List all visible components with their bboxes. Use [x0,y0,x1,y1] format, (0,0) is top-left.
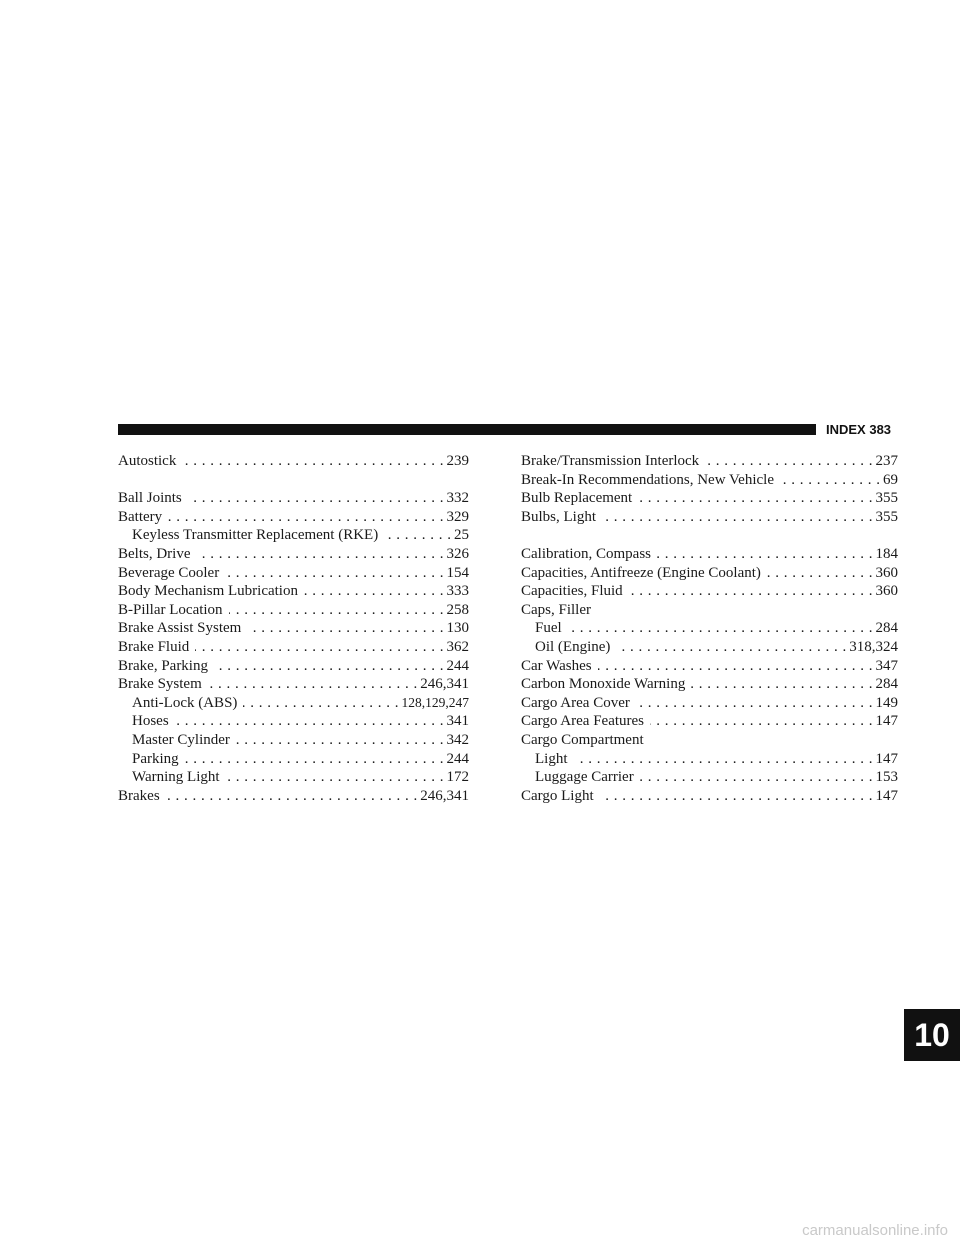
index-entry[interactable] [521,564,898,583]
page-reference[interactable]: 172 [446,769,469,786]
index-subentry[interactable] [521,638,898,657]
dot-leader [226,768,444,787]
page-header: INDEX 383 [826,422,892,437]
index-entry[interactable] [521,657,898,676]
dot-leader [185,750,444,769]
index-entry[interactable] [521,694,898,713]
index-term: Cargo Area Features [521,713,645,730]
index-entry[interactable] [118,508,469,527]
dot-leader [188,489,444,508]
page-reference[interactable]: 318,324 [849,638,898,655]
index-term: Body Mechanism Lubrication [118,583,298,600]
page-reference[interactable]: 184 [875,545,898,562]
index-entry[interactable] [118,787,469,806]
index-subentry[interactable] [118,768,469,787]
dot-leader [767,564,873,583]
dot-leader [574,750,873,769]
index-term: Brake Fluid [118,638,190,655]
index-term: Warning Light [132,769,220,786]
header-rule [118,424,816,435]
index-subentry[interactable] [521,768,898,787]
index-term: Bulbs, Light [521,508,597,525]
index-entry[interactable] [521,675,898,694]
page-reference[interactable]: 25 [454,527,469,544]
page-reference[interactable]: 326 [446,545,469,562]
index-term: Autostick [118,453,177,469]
index-entry[interactable] [521,601,898,620]
dot-leader [638,489,872,508]
index-term: Cargo Area Cover [521,694,630,711]
index-subentry[interactable] [118,731,469,750]
dot-leader [600,787,873,806]
dot-leader [657,545,873,564]
index-subentry[interactable] [521,750,898,769]
page-reference[interactable]: 258 [446,601,469,618]
index-term: Anti-Lock (ABS) [132,694,238,711]
index-entry[interactable] [521,471,898,490]
page-reference[interactable]: 153 [875,769,898,786]
index-term: Hoses [132,713,169,730]
index-term: Brake, Parking [118,657,208,674]
page-reference[interactable]: 341 [446,713,469,730]
index-term: Brake Assist System [118,620,242,637]
dot-leader [602,508,872,527]
page-reference[interactable]: 329 [446,508,469,525]
index-term: Capacities, Antifreeze (Engine Coolant) [521,564,761,581]
chapter-tab[interactable]: 10 [904,1009,960,1061]
index-entry[interactable] [521,545,898,564]
index-term: Cargo Light [521,787,594,804]
index-entry[interactable] [521,582,898,601]
index-term: Battery [118,508,163,525]
index-entry[interactable] [118,601,469,620]
dot-leader [629,582,873,601]
index-entry[interactable] [521,508,898,527]
page-reference[interactable]: 355 [875,490,898,507]
page-reference[interactable]: 147 [875,787,898,804]
index-term: Caps, Filler [521,601,591,618]
dot-leader [304,582,444,601]
page-reference[interactable]: 360 [875,583,898,600]
page-reference[interactable]: 239 [446,453,469,469]
index-entry[interactable] [118,619,469,638]
index-subentry[interactable] [521,619,898,638]
dot-leader [168,508,443,527]
dot-leader [197,545,444,564]
page-reference[interactable]: 246,341 [420,676,469,693]
index-entry[interactable] [118,582,469,601]
index-term: Car Washes [521,657,592,674]
index-entry[interactable] [521,489,898,508]
page-reference[interactable]: 332 [446,490,469,507]
dot-leader [691,675,872,694]
page-reference[interactable]: 360 [875,564,898,581]
index-entry[interactable] [118,545,469,564]
index-entry[interactable] [521,452,898,471]
dot-leader [182,452,443,471]
index-subentry[interactable] [118,526,469,545]
index-term: B-Pillar Location [118,601,223,618]
page-reference[interactable]: 362 [446,638,469,655]
page-reference[interactable]: 147 [875,750,898,767]
page-reference[interactable]: 284 [875,620,898,637]
dot-leader [616,638,846,657]
page-reference[interactable]: 237 [875,453,898,469]
dot-leader [195,638,443,657]
index-column-left [118,452,469,805]
page-reference[interactable]: 149 [875,694,898,711]
index-subentry[interactable] [118,750,469,769]
index-term: Keyless Transmitter Replacement (RKE) [132,527,379,544]
dot-leader [780,471,880,490]
index-term: Brakes [118,787,160,804]
index-term: Carbon Monoxide Warning [521,676,686,693]
page-reference[interactable]: 355 [875,508,898,525]
index-entry[interactable] [118,638,469,657]
index-term: Parking [132,750,179,767]
page-reference[interactable]: 128,129,247 [401,694,469,710]
index-column-right [521,452,898,805]
dot-leader [636,694,873,713]
index-term: Bulb Replacement [521,490,633,507]
page-reference[interactable]: 154 [446,564,469,581]
index-entry[interactable] [118,564,469,583]
index-term: Capacities, Fluid [521,583,623,600]
page-reference[interactable]: 347 [875,657,898,674]
index-term: Brake/Transmission Interlock [521,453,700,469]
page-reference[interactable]: 147 [875,713,898,730]
dot-leader [650,712,872,731]
index-term: Luggage Carrier [535,769,634,786]
index-term: Cargo Compartment [521,731,644,748]
dot-leader [568,619,873,638]
page-reference[interactable]: 246,341 [420,787,469,804]
page-reference[interactable]: 244 [446,657,469,674]
page-reference[interactable]: 342 [446,731,469,748]
page-reference[interactable]: 333 [446,583,469,600]
index-entry[interactable] [118,452,469,471]
watermark-text: carmanualsonline.info [802,1222,948,1239]
index-entry[interactable] [521,787,898,806]
index-term: Master Cylinder [132,731,230,748]
index-term: Fuel [535,620,562,637]
dot-leader [225,564,443,583]
index-term: Belts, Drive [118,545,191,562]
dot-leader [208,675,418,694]
dot-leader [229,601,444,620]
dot-leader [236,731,444,750]
index-entry[interactable] [118,657,469,676]
index-subentry[interactable] [118,712,469,731]
dot-leader [640,768,873,787]
page-reference[interactable]: 130 [446,620,469,637]
dot-leader [247,619,443,638]
dot-leader [243,694,398,713]
index-entry[interactable] [521,712,898,731]
page-reference[interactable]: 244 [446,750,469,767]
dot-leader [384,526,451,545]
index-term: Beverage Cooler [118,564,220,581]
dot-leader [598,657,873,676]
dot-leader [705,452,872,471]
page-reference[interactable]: 69 [883,471,898,488]
index-term: Light [535,750,568,767]
index-entry[interactable] [118,675,469,694]
dot-leader [166,787,418,806]
index-term: Break-In Recommendations, New Vehicle [521,471,774,488]
dot-leader [175,712,444,731]
index-subentry[interactable] [118,694,469,713]
index-term: Oil (Engine) [535,638,611,655]
page-reference[interactable]: 284 [875,676,898,693]
index-entry[interactable] [521,731,898,750]
index-entry[interactable] [118,489,469,508]
dot-leader [214,657,444,676]
index-term: Ball Joints [118,490,182,507]
index-term: Brake System [118,676,202,693]
index-term: Calibration, Compass [521,545,651,562]
